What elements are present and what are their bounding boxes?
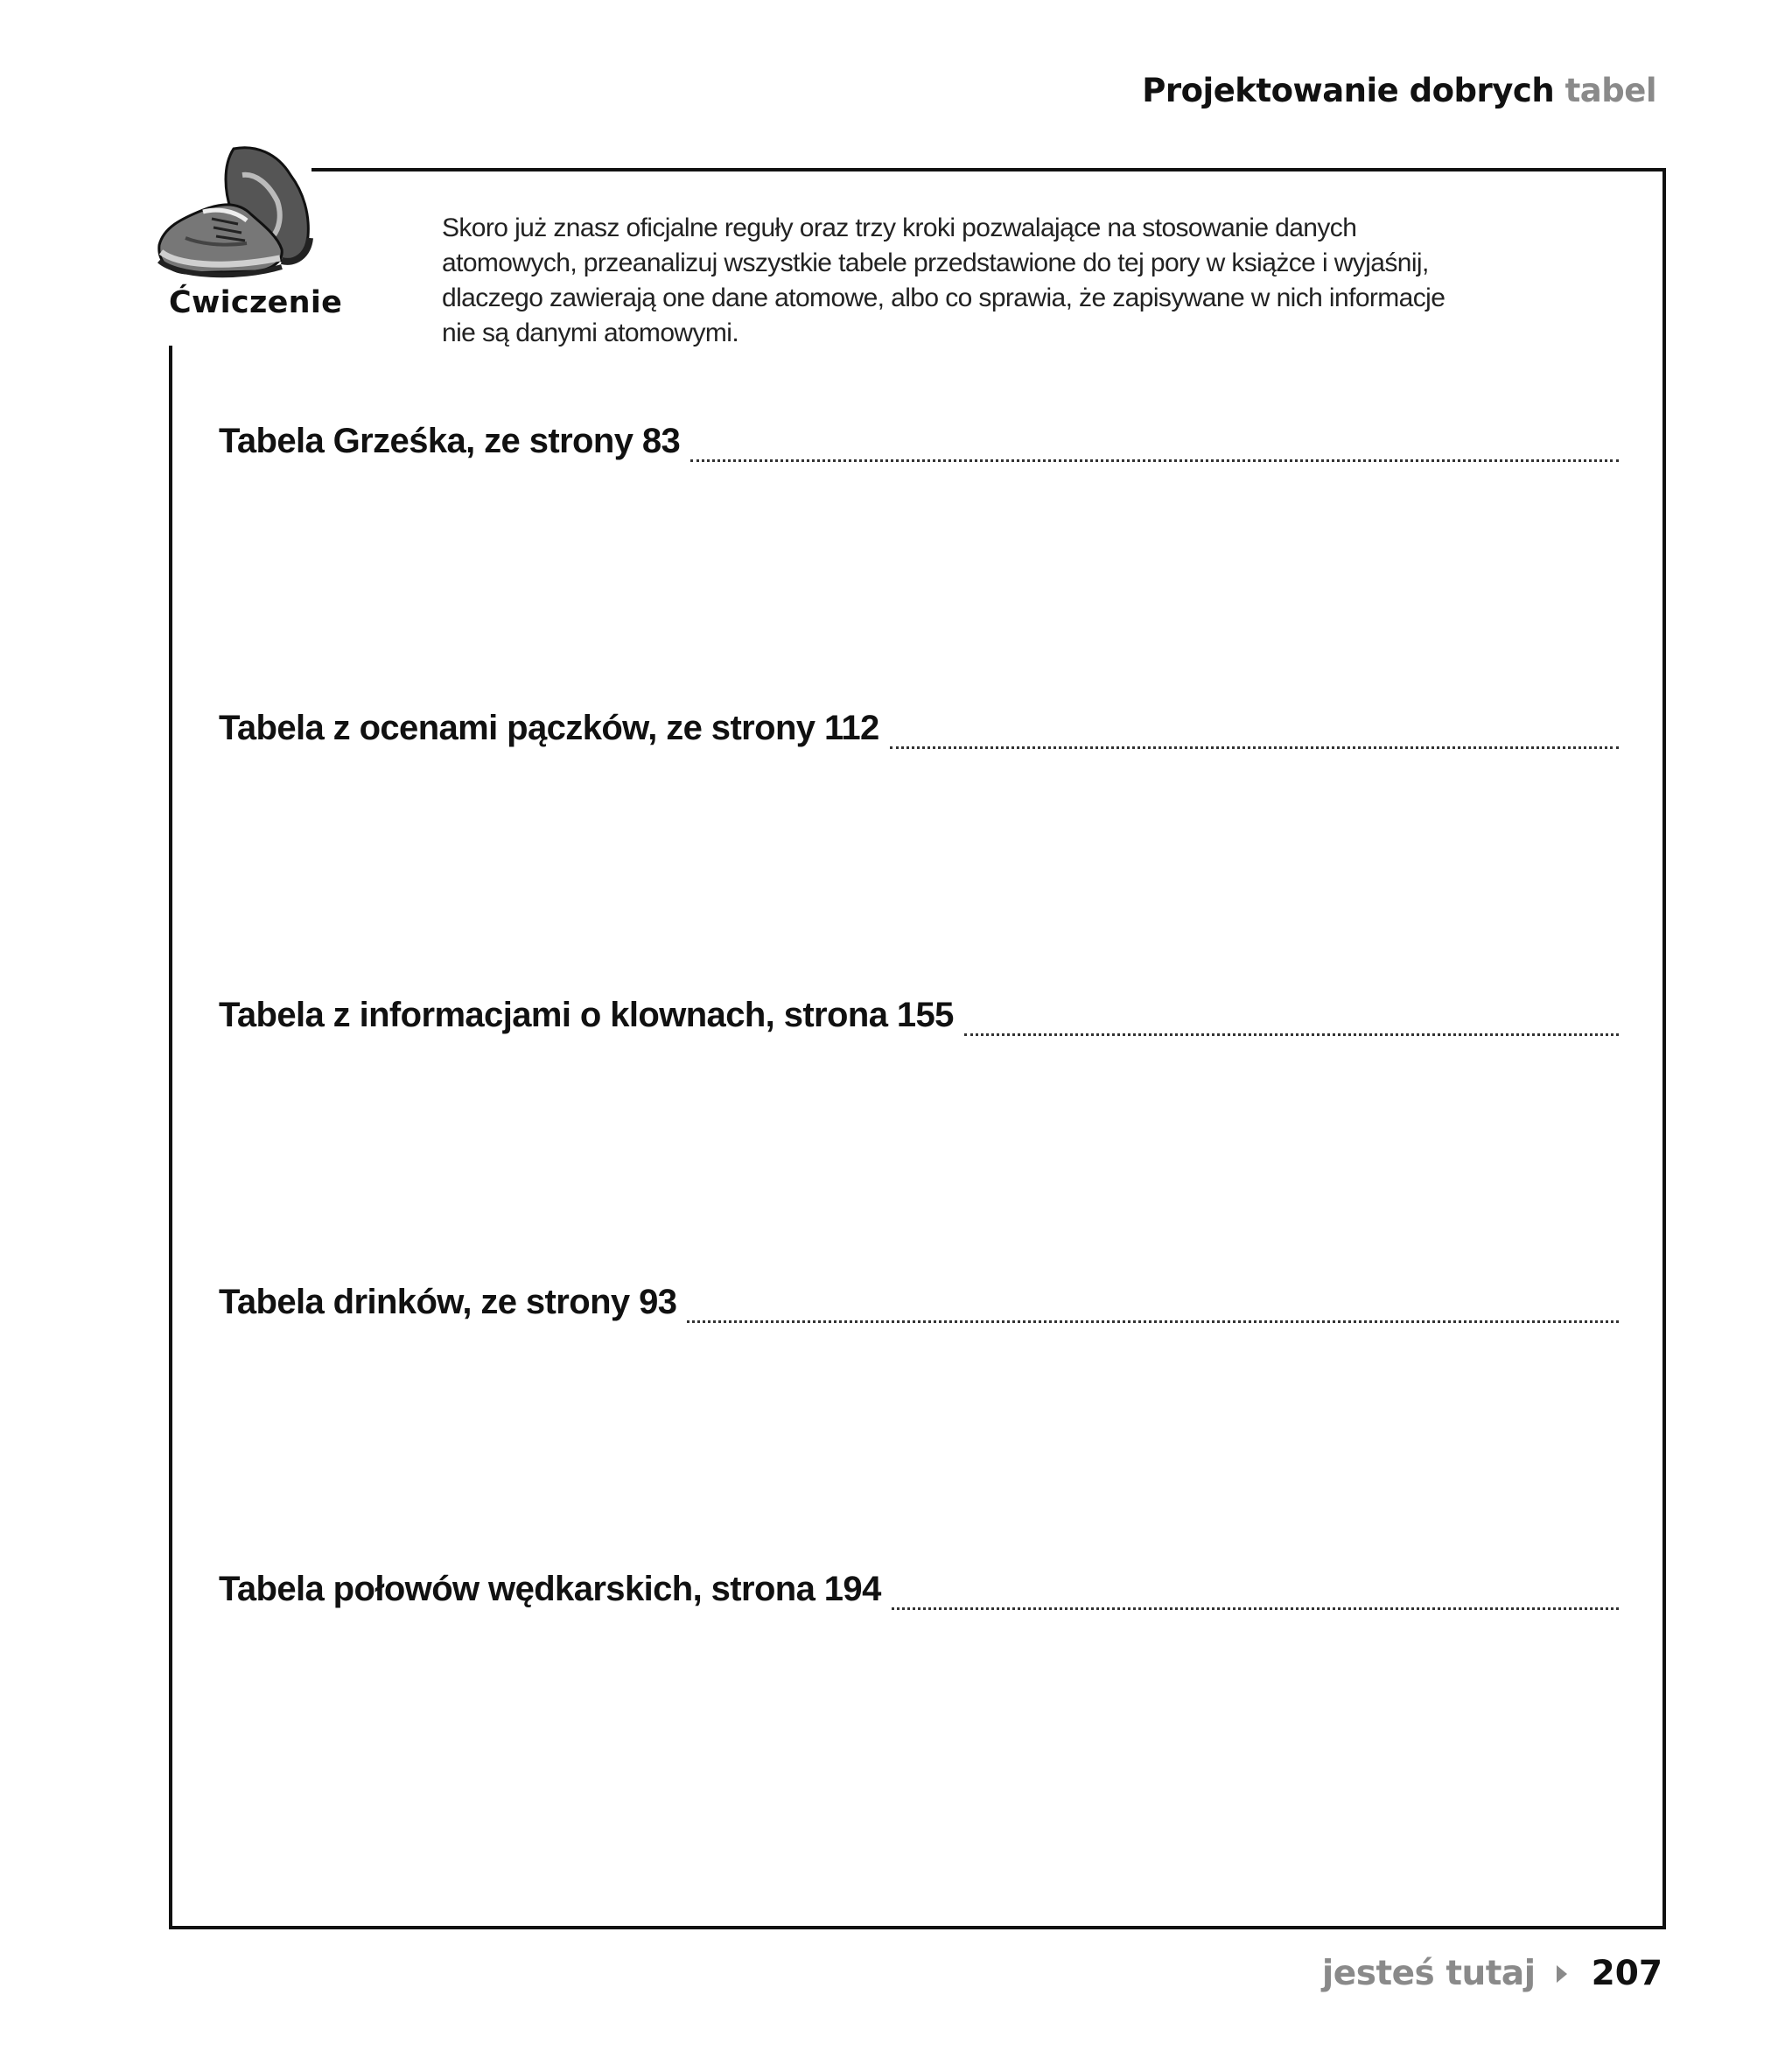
exercise-item [219, 709, 1619, 761]
exercise-item [219, 422, 1619, 474]
arrow-right-icon [1557, 1965, 1567, 1983]
exercise-item [219, 1570, 1619, 1622]
answer-dotted-line [964, 1033, 1619, 1036]
running-head-strong: Projektowanie dobrych [1142, 72, 1555, 109]
exercise-item-label: Tabela z ocenami pączków, ze strony 112 [219, 709, 879, 747]
exercise-item-label: Tabela z informacjami o klownach, strona 155 [219, 996, 954, 1034]
exercise-item [219, 996, 1619, 1048]
exercise-frame-left [169, 346, 172, 1929]
answer-dotted-line [892, 1607, 1619, 1610]
answer-dotted-line [687, 1320, 1619, 1323]
exercise-frame-right [1662, 168, 1666, 1929]
instruction-line: dlaczego zawierają one dane atomowe, albo co sprawia, że zapisywane w nich informacje [442, 284, 1446, 312]
exercise-item [219, 1283, 1619, 1335]
shoes-icon [150, 140, 317, 284]
page-footer [1322, 1954, 1662, 1993]
exercise-frame-top [312, 168, 1666, 172]
running-head [1142, 72, 1656, 109]
exercise-label: Ćwiczenie [169, 285, 343, 320]
answer-dotted-line [890, 746, 1619, 749]
instruction-line: nie są danymi atomowymi. [442, 318, 739, 347]
exercise-item-label: Tabela drinków, ze strony 93 [219, 1283, 677, 1321]
instruction-line: atomowych, przeanalizuj wszystkie tabele przedstawione do tej pory w książce i wyjaśnij, [442, 248, 1429, 277]
exercise-item-label: Tabela Grześka, ze strony 83 [219, 422, 681, 460]
running-head-light: tabel [1564, 72, 1656, 109]
instruction-line: Skoro już znasz oficjalne reguły oraz trzy kroki pozwalające na stosowanie danych [442, 214, 1357, 242]
exercise-instructions [442, 211, 1492, 351]
exercise-frame-bottom [169, 1926, 1666, 1929]
you-are-here-label: jesteś tutaj [1321, 1954, 1536, 1993]
answer-dotted-line [690, 459, 1619, 462]
page-number: 207 [1591, 1954, 1662, 1993]
exercise-item-label: Tabela połowów wędkarskich, strona 194 [219, 1570, 881, 1608]
